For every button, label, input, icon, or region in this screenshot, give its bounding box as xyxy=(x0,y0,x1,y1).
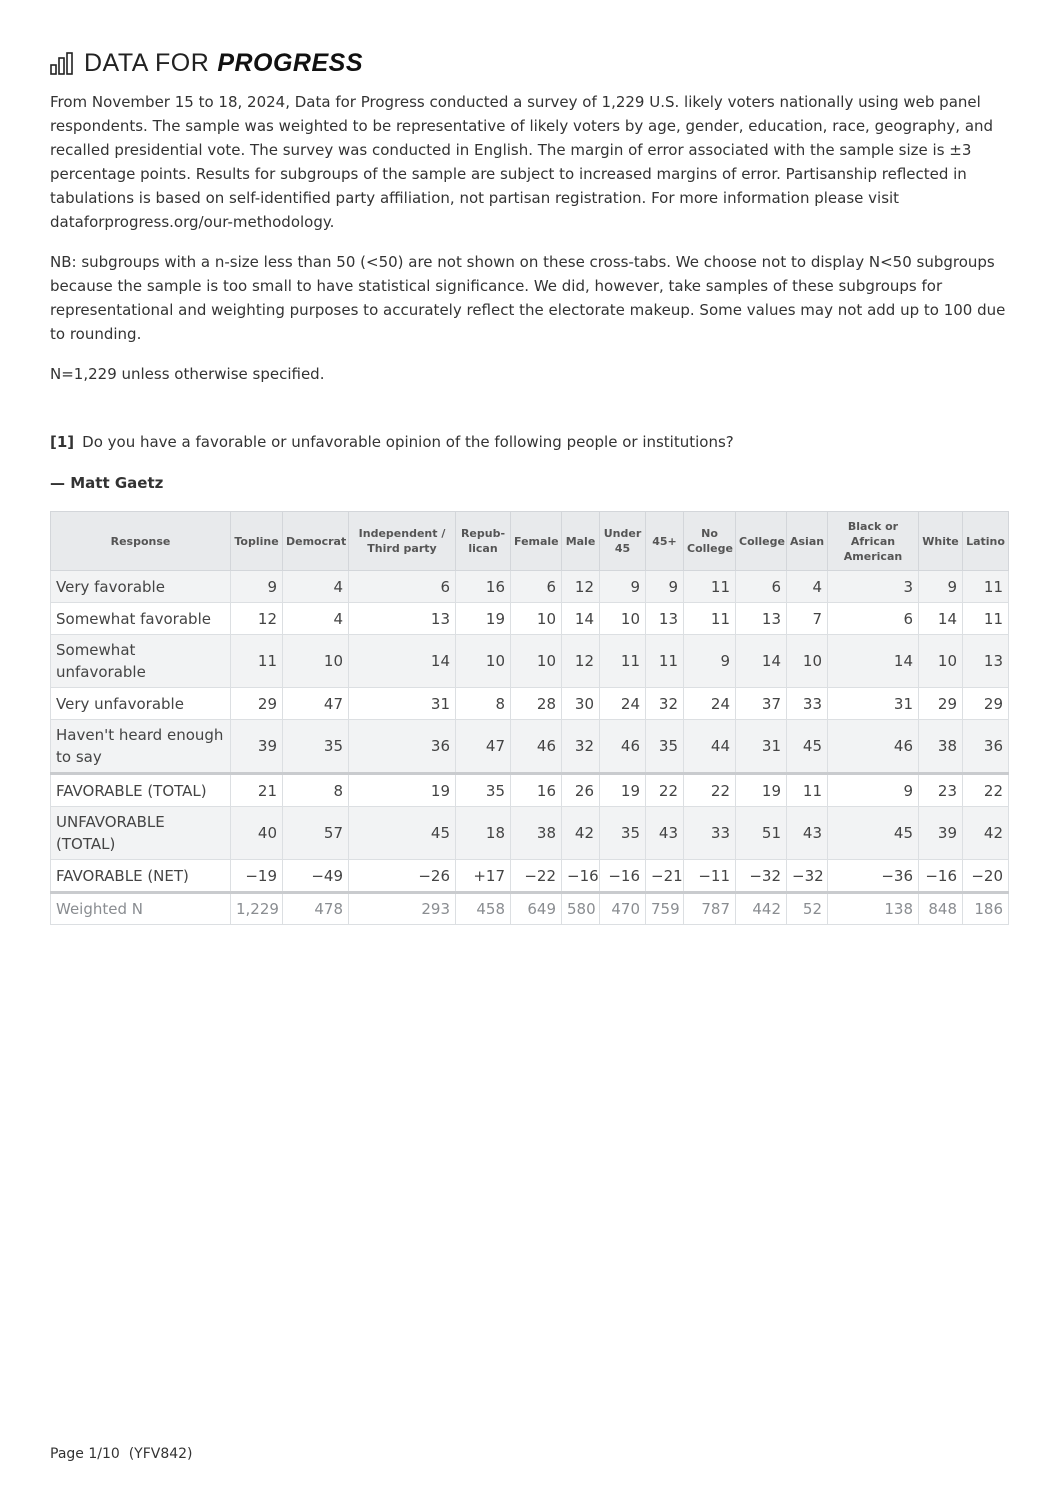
table-header-row xyxy=(51,512,1009,571)
table-cell: 9 xyxy=(646,571,684,603)
table-cell: 9 xyxy=(684,635,736,688)
table-cell: 787 xyxy=(684,893,736,925)
table-cell: 6 xyxy=(511,571,562,603)
page-footer xyxy=(50,1446,193,1462)
table-cell: 33 xyxy=(787,688,828,720)
column-header: Independent / Third party xyxy=(349,512,456,571)
nb-paragraph: NB: subgroups with a n-size less than 50 (<50) are not shown on these cross-tabs. We choose not to display N<50 subgroups because the sample is too small to have statistical significance. We did, however, take samples of these subgroups for representational and weighting purposes to accurately reflect the electorate makeup. Some values may not add up to 100 due to rounding. xyxy=(50,253,1006,343)
table-cell: 293 xyxy=(349,893,456,925)
table-cell: 46 xyxy=(828,720,919,774)
table-cell: 11 xyxy=(231,635,283,688)
table-cell: 21 xyxy=(231,774,283,807)
table-cell: 478 xyxy=(283,893,349,925)
table-cell: 31 xyxy=(736,720,787,774)
table-row xyxy=(51,893,1009,925)
table-cell: 36 xyxy=(963,720,1009,774)
table-cell: 24 xyxy=(600,688,646,720)
table-cell: 46 xyxy=(511,720,562,774)
table-cell: 35 xyxy=(283,720,349,774)
table-cell: 1,229 xyxy=(231,893,283,925)
table-cell: 42 xyxy=(562,807,600,860)
column-header: Democrat xyxy=(283,512,349,571)
table-cell: 45 xyxy=(828,807,919,860)
row-label: FAVORABLE (TOTAL) xyxy=(51,774,231,807)
table-cell: 22 xyxy=(646,774,684,807)
logo-text-light: DATA FOR xyxy=(84,48,210,77)
table-cell: 12 xyxy=(231,603,283,635)
table-cell: −19 xyxy=(231,860,283,893)
table-cell: 12 xyxy=(562,635,600,688)
logo xyxy=(50,50,363,76)
table-cell: 10 xyxy=(919,635,963,688)
column-header: Asian xyxy=(787,512,828,571)
table-cell: 7 xyxy=(787,603,828,635)
table-cell: 33 xyxy=(684,807,736,860)
table-row xyxy=(51,720,1009,774)
table-cell: 19 xyxy=(349,774,456,807)
table-cell: 6 xyxy=(349,571,456,603)
table-cell: 11 xyxy=(600,635,646,688)
table-cell: 13 xyxy=(646,603,684,635)
table-cell: 13 xyxy=(349,603,456,635)
table-cell: 39 xyxy=(231,720,283,774)
table-cell: 470 xyxy=(600,893,646,925)
table-cell: 11 xyxy=(963,603,1009,635)
table-cell: 45 xyxy=(349,807,456,860)
row-label: Somewhat favorable xyxy=(51,603,231,635)
table-cell: 40 xyxy=(231,807,283,860)
methodology-paragraph: From November 15 to 18, 2024, Data for Progress conducted a survey of 1,229 U.S. likely voters nationally using web panel respondents. The sample was weighted to be representative of likely voters by age, gender, education, race, geography, and recalled presidential vote. The survey was conducted in English. The margin of error associated with the sample size is ±3 percentage points. Results for subgroups of the sample are subject to increased margins of error. Partisanship reflected in tabulations is based on self-identified party affiliation, not partisan registration. For more information please visit dataforprogress.org/our-methodology. xyxy=(50,93,994,231)
table-cell: −16 xyxy=(600,860,646,893)
table-cell: 43 xyxy=(646,807,684,860)
table-cell: 10 xyxy=(511,635,562,688)
table-cell: 11 xyxy=(646,635,684,688)
table-cell: −11 xyxy=(684,860,736,893)
table-cell: 8 xyxy=(456,688,511,720)
row-label: UNFAVORABLE (TOTAL) xyxy=(51,807,231,860)
table-cell: −20 xyxy=(963,860,1009,893)
table-cell: 759 xyxy=(646,893,684,925)
table-cell: 31 xyxy=(828,688,919,720)
table-cell: 39 xyxy=(919,807,963,860)
table-cell: 10 xyxy=(600,603,646,635)
column-header: 45+ xyxy=(646,512,684,571)
column-header: Male xyxy=(562,512,600,571)
column-header: Repub- lican xyxy=(456,512,511,571)
row-label: Very favorable xyxy=(51,571,231,603)
table-cell: −49 xyxy=(283,860,349,893)
table-cell: 14 xyxy=(349,635,456,688)
table-cell: 4 xyxy=(283,603,349,635)
row-label: Very unfavorable xyxy=(51,688,231,720)
table-cell: 14 xyxy=(828,635,919,688)
table-cell: 186 xyxy=(963,893,1009,925)
table-cell: 38 xyxy=(511,807,562,860)
table-cell: 29 xyxy=(963,688,1009,720)
table-cell: 35 xyxy=(646,720,684,774)
table-cell: 649 xyxy=(511,893,562,925)
table-cell: 458 xyxy=(456,893,511,925)
column-header: Black or African American xyxy=(828,512,919,571)
table-cell: 14 xyxy=(736,635,787,688)
table-cell: 32 xyxy=(562,720,600,774)
table-cell: 35 xyxy=(456,774,511,807)
sample-size-note: N=1,229 unless otherwise specified. xyxy=(50,365,325,383)
table-cell: 47 xyxy=(456,720,511,774)
table-cell: 138 xyxy=(828,893,919,925)
table-cell: 13 xyxy=(963,635,1009,688)
column-header: Female xyxy=(511,512,562,571)
table-cell: −26 xyxy=(349,860,456,893)
table-cell: 51 xyxy=(736,807,787,860)
logo-text-bold: PROGRESS xyxy=(217,48,364,77)
table-cell: 35 xyxy=(600,807,646,860)
table-cell: 31 xyxy=(349,688,456,720)
table-cell: 10 xyxy=(787,635,828,688)
bar-chart-icon xyxy=(50,51,74,75)
table-cell: 45 xyxy=(787,720,828,774)
table-cell: 442 xyxy=(736,893,787,925)
table-cell: 16 xyxy=(456,571,511,603)
table-cell: 37 xyxy=(736,688,787,720)
question xyxy=(50,433,734,451)
table-cell: 11 xyxy=(787,774,828,807)
table-cell: 848 xyxy=(919,893,963,925)
crosstab-table xyxy=(50,511,1009,925)
table-row xyxy=(51,603,1009,635)
table-cell: +17 xyxy=(456,860,511,893)
column-header: Response xyxy=(51,512,231,571)
question-text: Do you have a favorable or unfavorable opinion of the following people or institutions? xyxy=(82,433,734,451)
table-cell: 12 xyxy=(562,571,600,603)
table-cell: 29 xyxy=(919,688,963,720)
table-cell: −16 xyxy=(562,860,600,893)
table-cell: 8 xyxy=(283,774,349,807)
table-cell: 57 xyxy=(283,807,349,860)
table-cell: 47 xyxy=(283,688,349,720)
table-cell: 11 xyxy=(963,571,1009,603)
page-number: Page 1/10 xyxy=(50,1446,120,1462)
table-cell: 52 xyxy=(787,893,828,925)
table-cell: 23 xyxy=(919,774,963,807)
table-cell: 28 xyxy=(511,688,562,720)
row-label: FAVORABLE (NET) xyxy=(51,860,231,893)
table-cell: 24 xyxy=(684,688,736,720)
table-cell: 14 xyxy=(919,603,963,635)
table-cell: 10 xyxy=(511,603,562,635)
table-cell: −32 xyxy=(736,860,787,893)
table-cell: −22 xyxy=(511,860,562,893)
table-cell: 4 xyxy=(787,571,828,603)
table-row xyxy=(51,635,1009,688)
table-cell: −21 xyxy=(646,860,684,893)
table-cell: 19 xyxy=(736,774,787,807)
column-header: College xyxy=(736,512,787,571)
table-cell: 30 xyxy=(562,688,600,720)
table-cell: 9 xyxy=(231,571,283,603)
table-cell: 3 xyxy=(828,571,919,603)
table-cell: 18 xyxy=(456,807,511,860)
table-row xyxy=(51,807,1009,860)
column-header: No College xyxy=(684,512,736,571)
table-row xyxy=(51,860,1009,893)
row-label: Weighted N xyxy=(51,893,231,925)
table-cell: −32 xyxy=(787,860,828,893)
table-cell: 11 xyxy=(684,571,736,603)
table-cell: 11 xyxy=(684,603,736,635)
table-row xyxy=(51,774,1009,807)
table-cell: 10 xyxy=(283,635,349,688)
table-cell: 46 xyxy=(600,720,646,774)
table-cell: 6 xyxy=(828,603,919,635)
table-cell: 9 xyxy=(919,571,963,603)
row-label: Haven't heard enough to say xyxy=(51,720,231,774)
table-cell: 36 xyxy=(349,720,456,774)
table-cell: 22 xyxy=(684,774,736,807)
table-cell: 16 xyxy=(511,774,562,807)
table-cell: 14 xyxy=(562,603,600,635)
column-header: White xyxy=(919,512,963,571)
question-subject: — Matt Gaetz xyxy=(50,474,164,492)
table-cell: 580 xyxy=(562,893,600,925)
table-cell: 19 xyxy=(456,603,511,635)
row-label: Somewhat unfavorable xyxy=(51,635,231,688)
table-cell: 9 xyxy=(828,774,919,807)
question-number: [1] xyxy=(50,433,75,451)
document-code: (YFV842) xyxy=(128,1446,193,1462)
table-cell: 19 xyxy=(600,774,646,807)
table-cell: −16 xyxy=(919,860,963,893)
table-cell: 4 xyxy=(283,571,349,603)
table-cell: 29 xyxy=(231,688,283,720)
table-cell: 43 xyxy=(787,807,828,860)
table-row xyxy=(51,571,1009,603)
table-cell: 13 xyxy=(736,603,787,635)
column-header: Topline xyxy=(231,512,283,571)
table-cell: −36 xyxy=(828,860,919,893)
table-cell: 44 xyxy=(684,720,736,774)
table-cell: 26 xyxy=(562,774,600,807)
column-header: Under 45 xyxy=(600,512,646,571)
table-cell: 10 xyxy=(456,635,511,688)
table-cell: 38 xyxy=(919,720,963,774)
table-cell: 9 xyxy=(600,571,646,603)
column-header: Latino xyxy=(963,512,1009,571)
intro-text xyxy=(50,90,1012,402)
table-row xyxy=(51,688,1009,720)
table-cell: 32 xyxy=(646,688,684,720)
table-cell: 22 xyxy=(963,774,1009,807)
table-cell: 6 xyxy=(736,571,787,603)
table-cell: 42 xyxy=(963,807,1009,860)
